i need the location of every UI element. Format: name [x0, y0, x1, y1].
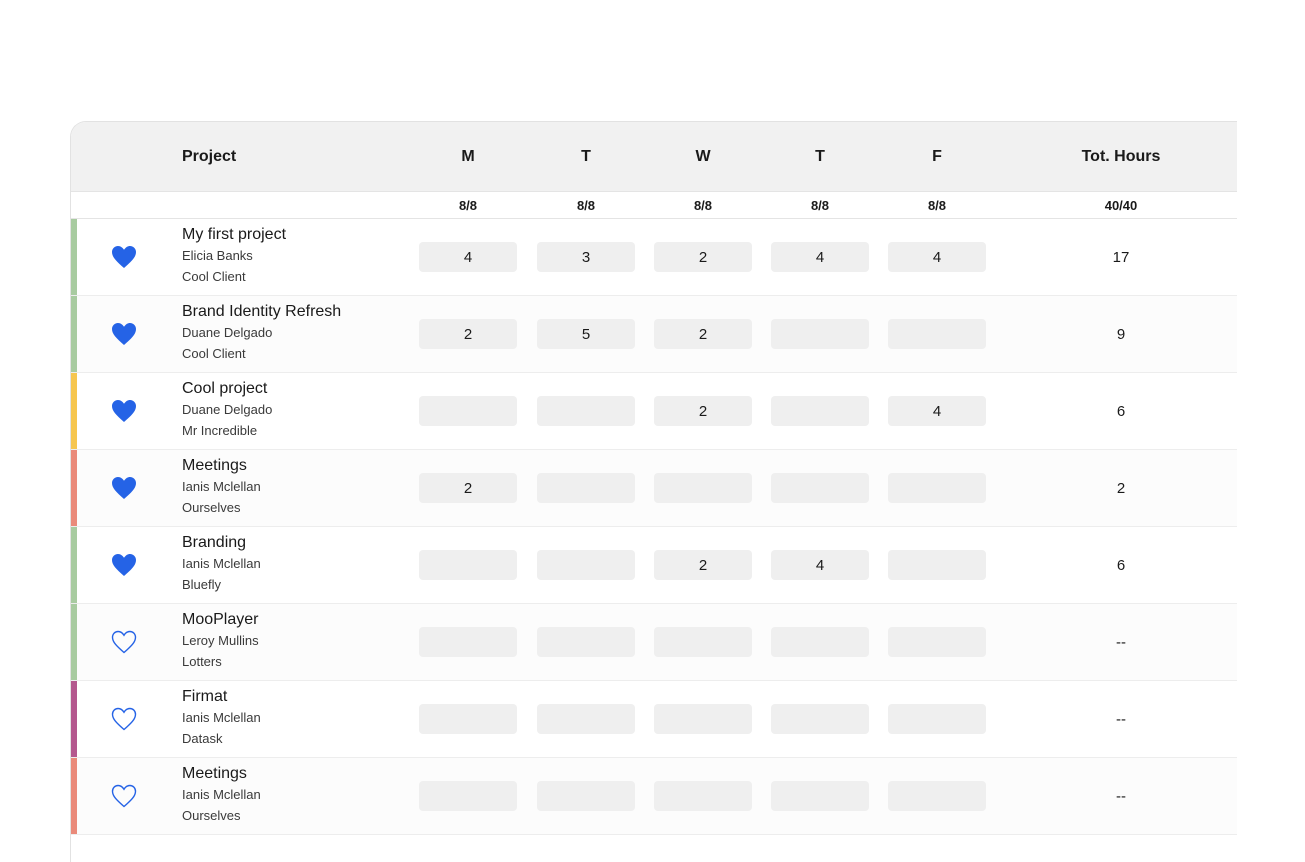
timesheet-table: [70, 121, 1237, 862]
hours-input-tuesday[interactable]: [537, 781, 635, 811]
row-total-hours: 6: [1116, 402, 1126, 420]
hours-input-friday[interactable]: [888, 550, 986, 580]
project-color-stripe: [71, 296, 77, 372]
project-name[interactable]: Cool project: [182, 380, 268, 397]
capacity-wednesday: 8/8: [693, 197, 713, 213]
hours-input-thursday[interactable]: 4: [771, 242, 869, 272]
project-color-stripe: [71, 219, 77, 295]
hours-input-monday[interactable]: 4: [419, 242, 517, 272]
project-name[interactable]: Brand Identity Refresh: [182, 303, 342, 320]
project-name[interactable]: Branding: [182, 534, 247, 551]
hours-input-wednesday[interactable]: [654, 473, 752, 503]
heart-outline-icon[interactable]: [111, 707, 137, 731]
hours-input-wednesday[interactable]: 2: [654, 242, 752, 272]
hours-input-monday[interactable]: [419, 627, 517, 657]
hours-input-friday[interactable]: 4: [888, 396, 986, 426]
project-color-stripe: [71, 604, 77, 680]
hours-input-monday[interactable]: [419, 550, 517, 580]
hours-input-wednesday[interactable]: [654, 781, 752, 811]
header-friday: F: [932, 147, 942, 165]
project-person: Duane Delgado: [182, 402, 273, 417]
table-row[interactable]: [71, 450, 1237, 527]
hours-input-thursday[interactable]: [771, 319, 869, 349]
hours-input-thursday[interactable]: [771, 627, 869, 657]
hours-input-friday[interactable]: 4: [888, 242, 986, 272]
project-client: Cool Client: [182, 269, 246, 284]
hours-input-tuesday[interactable]: [537, 396, 635, 426]
project-person: Ianis Mclellan: [182, 787, 261, 802]
project-client: Ourselves: [182, 808, 241, 823]
header-monday: M: [461, 147, 475, 165]
project-info: [182, 302, 341, 364]
row-total-hours: 6: [1116, 556, 1126, 574]
project-rows: [71, 219, 1237, 835]
capacity-thursday: 8/8: [810, 197, 830, 213]
project-color-stripe: [71, 373, 77, 449]
table-row[interactable]: [71, 604, 1237, 681]
hours-input-monday[interactable]: [419, 781, 517, 811]
row-total-hours: 9: [1116, 325, 1126, 343]
capacity-friday: 8/8: [927, 197, 947, 213]
hours-input-monday[interactable]: 2: [419, 473, 517, 503]
row-total-hours: --: [1116, 787, 1126, 805]
hours-input-monday[interactable]: 2: [419, 319, 517, 349]
hours-input-tuesday[interactable]: [537, 473, 635, 503]
hours-input-tuesday[interactable]: 5: [537, 319, 635, 349]
hours-input-friday[interactable]: [888, 319, 986, 349]
hours-input-tuesday[interactable]: [537, 704, 635, 734]
capacity-tuesday: 8/8: [576, 197, 596, 213]
hours-input-wednesday[interactable]: [654, 627, 752, 657]
hours-input-thursday[interactable]: [771, 473, 869, 503]
heart-filled-icon[interactable]: [111, 553, 137, 577]
project-name[interactable]: MooPlayer: [182, 611, 259, 628]
project-person: Ianis Mclellan: [182, 710, 261, 725]
project-info: [182, 610, 259, 672]
hours-input-wednesday[interactable]: 2: [654, 550, 752, 580]
row-total-hours: 17: [1112, 248, 1130, 266]
heart-outline-icon[interactable]: [111, 784, 137, 808]
header-project[interactable]: Project: [182, 147, 237, 165]
project-name[interactable]: Firmat: [182, 688, 228, 705]
hours-input-wednesday[interactable]: 2: [654, 319, 752, 349]
table-header: [71, 122, 1237, 192]
project-name[interactable]: Meetings: [182, 457, 247, 474]
project-info: [182, 687, 261, 749]
hours-input-tuesday[interactable]: 3: [537, 242, 635, 272]
project-person: Ianis Mclellan: [182, 479, 261, 494]
heart-filled-icon[interactable]: [111, 399, 137, 423]
project-client: Datask: [182, 731, 223, 746]
hours-input-thursday[interactable]: 4: [771, 550, 869, 580]
project-person: Elicia Banks: [182, 248, 253, 263]
hours-input-friday[interactable]: [888, 473, 986, 503]
capacity-row: [71, 192, 1237, 219]
hours-input-thursday[interactable]: [771, 396, 869, 426]
project-client: Mr Incredible: [182, 423, 258, 438]
table-row[interactable]: [71, 681, 1237, 758]
hours-input-wednesday[interactable]: 2: [654, 396, 752, 426]
table-row[interactable]: [71, 219, 1237, 296]
row-total-hours: --: [1116, 710, 1126, 728]
heart-filled-icon[interactable]: [111, 322, 137, 346]
project-name[interactable]: Meetings: [182, 765, 247, 782]
heart-filled-icon[interactable]: [111, 245, 137, 269]
row-total-hours: --: [1116, 633, 1126, 651]
header-tuesday: T: [581, 147, 591, 165]
table-row[interactable]: [71, 527, 1237, 604]
project-info: [182, 225, 286, 287]
header-total-hours[interactable]: Tot. Hours: [1081, 147, 1161, 165]
hours-input-tuesday[interactable]: [537, 550, 635, 580]
hours-input-wednesday[interactable]: [654, 704, 752, 734]
table-row[interactable]: [71, 758, 1237, 835]
project-info: [182, 456, 261, 518]
project-name[interactable]: My first project: [182, 226, 287, 243]
heart-filled-icon[interactable]: [111, 476, 137, 500]
project-color-stripe: [71, 527, 77, 603]
project-client: Ourselves: [182, 500, 241, 515]
hours-input-friday[interactable]: [888, 704, 986, 734]
project-color-stripe: [71, 450, 77, 526]
project-person: Leroy Mullins: [182, 633, 259, 648]
capacity-total: 40/40: [1104, 197, 1138, 213]
project-color-stripe: [71, 758, 77, 834]
hours-input-monday[interactable]: [419, 704, 517, 734]
project-color-stripe: [71, 681, 77, 757]
header-wednesday: W: [695, 147, 711, 165]
capacity-monday: 8/8: [458, 197, 478, 213]
hours-input-tuesday[interactable]: [537, 627, 635, 657]
hours-input-thursday[interactable]: [771, 704, 869, 734]
header-thursday: T: [815, 147, 825, 165]
project-person: Duane Delgado: [182, 325, 273, 340]
project-info: [182, 764, 261, 826]
heart-outline-icon[interactable]: [111, 630, 137, 654]
row-total-hours: 2: [1116, 479, 1126, 497]
project-client: Bluefly: [182, 577, 222, 592]
table-row[interactable]: [71, 373, 1237, 450]
hours-input-friday[interactable]: [888, 627, 986, 657]
project-client: Lotters: [182, 654, 222, 669]
project-info: [182, 379, 272, 441]
table-row[interactable]: [71, 296, 1237, 373]
hours-input-friday[interactable]: [888, 781, 986, 811]
hours-input-monday[interactable]: [419, 396, 517, 426]
project-client: Cool Client: [182, 346, 246, 361]
hours-input-thursday[interactable]: [771, 781, 869, 811]
project-info: [182, 533, 261, 595]
project-person: Ianis Mclellan: [182, 556, 261, 571]
